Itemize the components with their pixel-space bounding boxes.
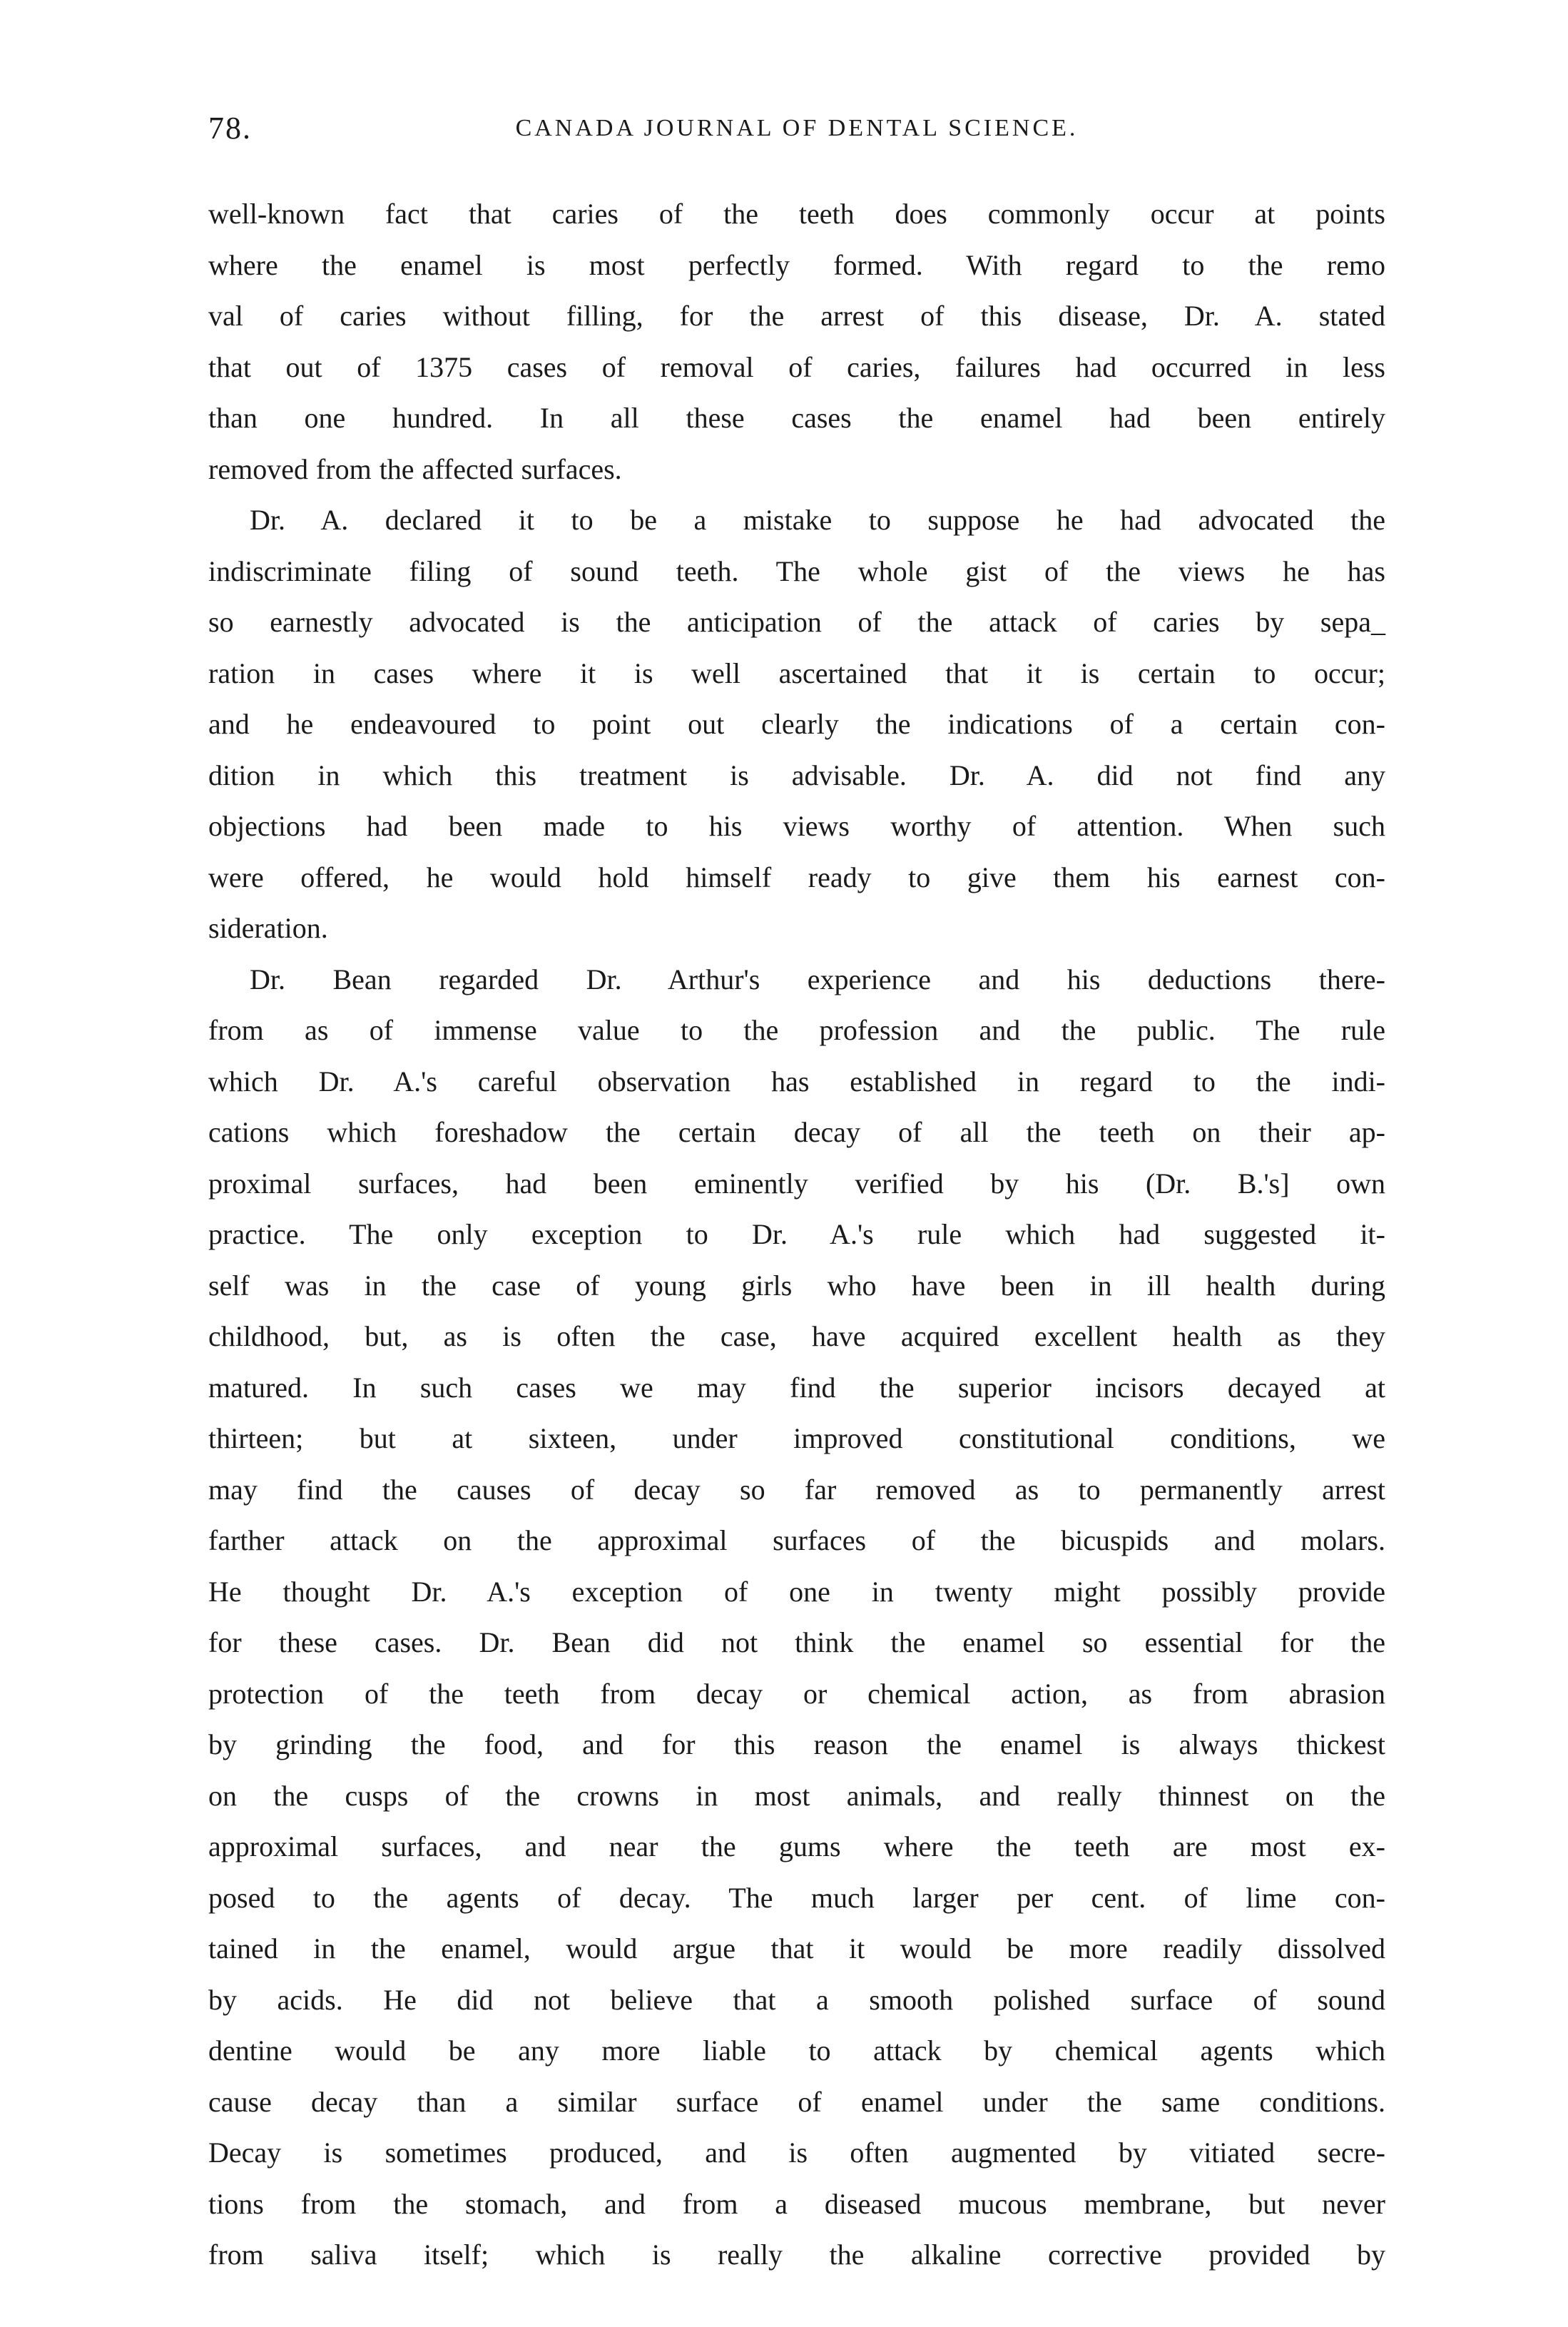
text-line: tions from the stomach, and from a diseased mucous membrane, but never	[208, 2187, 1385, 2220]
text-line: Decay is sometimes produced, and is often augmented by vitiated secre-	[208, 2136, 1385, 2169]
text-line: for these cases. Dr. Bean did not think the enamel so essential for the	[208, 1626, 1385, 1658]
text-line: approximal surfaces, and near the gums where the teeth are most ex-	[208, 1830, 1385, 1862]
text-line: He thought Dr. A.'s exception of one in twenty might possibly provide	[208, 1575, 1385, 1608]
text-line: dentine would be any more liable to attack by chemical agents which	[208, 2034, 1385, 2067]
text-line: proximal surfaces, had been eminently verified by his (Dr. B.'s] own	[208, 1167, 1385, 1200]
text-line: may find the causes of decay so far removed as to permanently arrest	[208, 1473, 1385, 1506]
text-line: cations which foreshadow the certain decay of all the teeth on their ap-	[208, 1116, 1385, 1148]
text-line: practice. The only exception to Dr. A.'s rule which had suggested it-	[208, 1218, 1385, 1250]
text-line: self was in the case of young girls who have been in ill health during	[208, 1269, 1385, 1302]
text-line: on the cusps of the crowns in most animals, and really thinnest on the	[208, 1779, 1385, 1812]
paragraph-1	[208, 188, 1385, 495]
text-line: removed from the affected surfaces.	[208, 452, 622, 485]
text-line: that out of 1375 cases of removal of caries, failures had occurred in less	[208, 350, 1385, 383]
text-line: by grinding the food, and for this reason the enamel is always thickest	[208, 1728, 1385, 1760]
text-line: posed to the agents of decay. The much larger per cent. of lime con-	[208, 1881, 1385, 1914]
text-line: ration in cases where it is well ascertained that it is certain to occur;	[208, 656, 1385, 689]
text-line: which Dr. A.'s careful observation has established in regard to the indi-	[208, 1065, 1385, 1097]
text-line: well-known fact that caries of the teeth does commonly occur at points	[208, 198, 1385, 230]
text-line: dition in which this treatment is advisable. Dr. A. did not find any	[208, 759, 1385, 791]
text-line: childhood, but, as is often the case, have acquired excellent health as they	[208, 1320, 1385, 1352]
text-line: thirteen; but at sixteen, under improved constitutional conditions, we	[208, 1422, 1385, 1454]
text-line: protection of the teeth from decay or chemical action, as from abrasion	[208, 1677, 1385, 1710]
page-header	[208, 107, 1385, 164]
text-line: Dr. Bean regarded Dr. Arthur's experience and his deductions there-	[250, 963, 1385, 995]
paragraph-2	[208, 495, 1385, 954]
page-number: 78.	[208, 111, 252, 146]
text-line: cause decay than a similar surface of enamel under the same conditions.	[208, 2085, 1385, 2118]
text-line: than one hundred. In all these cases the enamel had been entirely	[208, 402, 1385, 434]
text-line: indiscriminate filing of sound teeth. The whole gist of the views he has	[208, 554, 1385, 587]
journal-page	[208, 107, 1385, 2281]
text-line: val of caries without filling, for the arrest of this disease, Dr. A. stated	[208, 300, 1385, 332]
text-line: and he endeavoured to point out clearly the indications of a certain con-	[208, 708, 1385, 740]
text-line: so earnestly advocated is the anticipation of the attack of caries by sepa_	[208, 606, 1385, 638]
text-line: sideration.	[208, 912, 328, 944]
text-line: Dr. A. declared it to be a mistake to suppose he had advocated the	[250, 504, 1385, 536]
text-line: by acids. He did not believe that a smooth polished surface of sound	[208, 1983, 1385, 2016]
text-line: tained in the enamel, would argue that it would be more readily dissolved	[208, 1932, 1385, 1964]
text-line: were offered, he would hold himself ready to give them his earnest con-	[208, 861, 1385, 893]
text-line: farther attack on the approximal surfaces of the bicuspids and molars.	[208, 1524, 1385, 1556]
text-line: from saliva itself; which is really the alkaline corrective provided by	[208, 2239, 1385, 2271]
running-title: CANADA JOURNAL OF DENTAL SCIENCE.	[515, 115, 1079, 141]
text-line: where the enamel is most perfectly formed. With regard to the remo	[208, 248, 1385, 281]
text-line: from as of immense value to the profession and the public. The rule	[208, 1014, 1385, 1046]
paragraph-3	[208, 954, 1385, 2281]
text-line: matured. In such cases we may find the superior incisors decayed at	[208, 1371, 1385, 1404]
text-line: objections had been made to his views worthy of attention. When such	[208, 810, 1385, 842]
